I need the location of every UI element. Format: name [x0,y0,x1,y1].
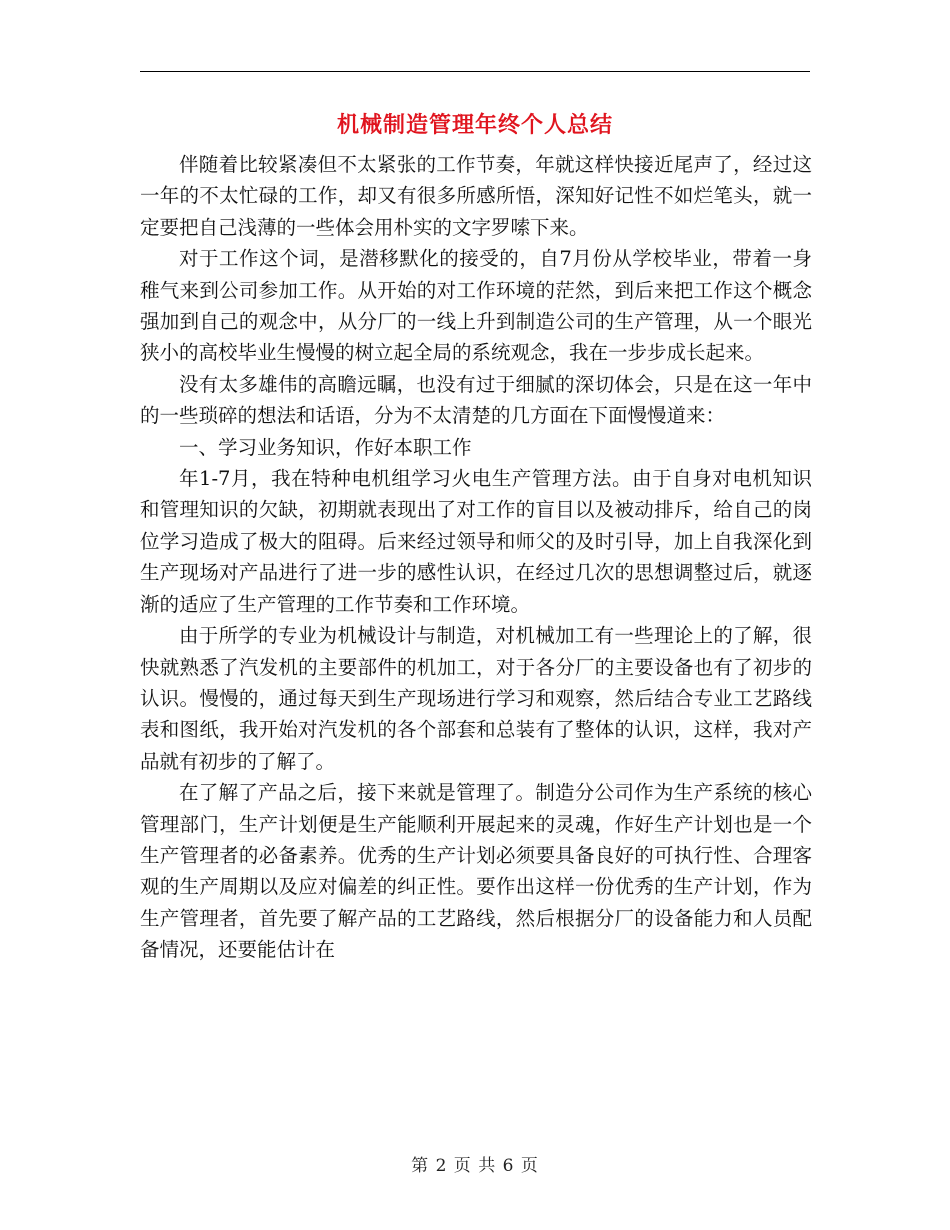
paragraph: 由于所学的专业为机械设计与制造，对机械加工有一些理论上的了解，很快就熟悉了汽发机的主要部件的机加工，对于各分厂的主要设备也有了初步的认识。慢慢的，通过每天到生产现场进行学习和观察，然后结合专业工艺路线表和图纸，我开始对汽发机的各个部套和总装有了整体的认识，这样，我对产品就有初步的了解了。 [140,624,812,773]
page-number-footer: 第 2 页 共 6 页 [411,1156,539,1176]
paragraph: 对于工作这个词，是潜移默化的接受的，自7月份从学校毕业，带着一身稚气来到公司参加工作。从开始的对工作环境的茫然，到后来把工作这个概念强加到自己的观念中，从分厂的一线上升到制造公司的生产管理，从一个眼光狭小的高校毕业生慢慢的树立起全局的系统观念，我在一步步成长起来。 [140,247,812,365]
document-body [140,149,812,966]
header-rule [140,71,810,72]
paragraph: 没有太多雄伟的高瞻远瞩，也没有过于细腻的深切体会，只是在这一年中的一些琐碎的想法和话语，分为不太清楚的几方面在下面慢慢道来： [140,372,812,428]
paragraph: 伴随着比较紧凑但不太紧张的工作节奏，年就这样快接近尾声了，经过这一年的不太忙碌的工作，却又有很多所感所悟，深知好记性不如烂笔头，就一定要把自己浅薄的一些体会用朴实的文字罗嗦下来。 [140,153,812,239]
paragraph: 在了解了产品之后，接下来就是管理了。制造分公司作为生产系统的核心管理部门，生产计划便是生产能顺利开展起来的灵魂，作好生产计划也是一个生产管理者的必备素养。优秀的生产计划必须要具备良好的可执行性、合理客观的生产周期以及应对偏差的纠正性。要作出这样一份优秀的生产计划，作为生产管理者，首先要了解产品的工艺路线，然后根据分厂的设备能力和人员配备情况，还要能估计在 [140,781,812,962]
paragraph: 年1-7月，我在特种电机组学习火电生产管理方法。由于自身对电机知识和管理知识的欠缺，初期就表现出了对工作的盲目以及被动排斥，给自己的岗位学习造成了极大的阻碍。后来经过领导和师父的及时引导，加上自我深化到生产现场对产品进行了进一步的感性认识，在经过几次的思想调整过后，就逐渐的适应了生产管理的工作节奏和工作环境。 [140,467,812,616]
document-title: 机械制造管理年终个人总结 [336,112,613,138]
section-heading: 一、学习业务知识，作好本职工作 [179,435,472,459]
